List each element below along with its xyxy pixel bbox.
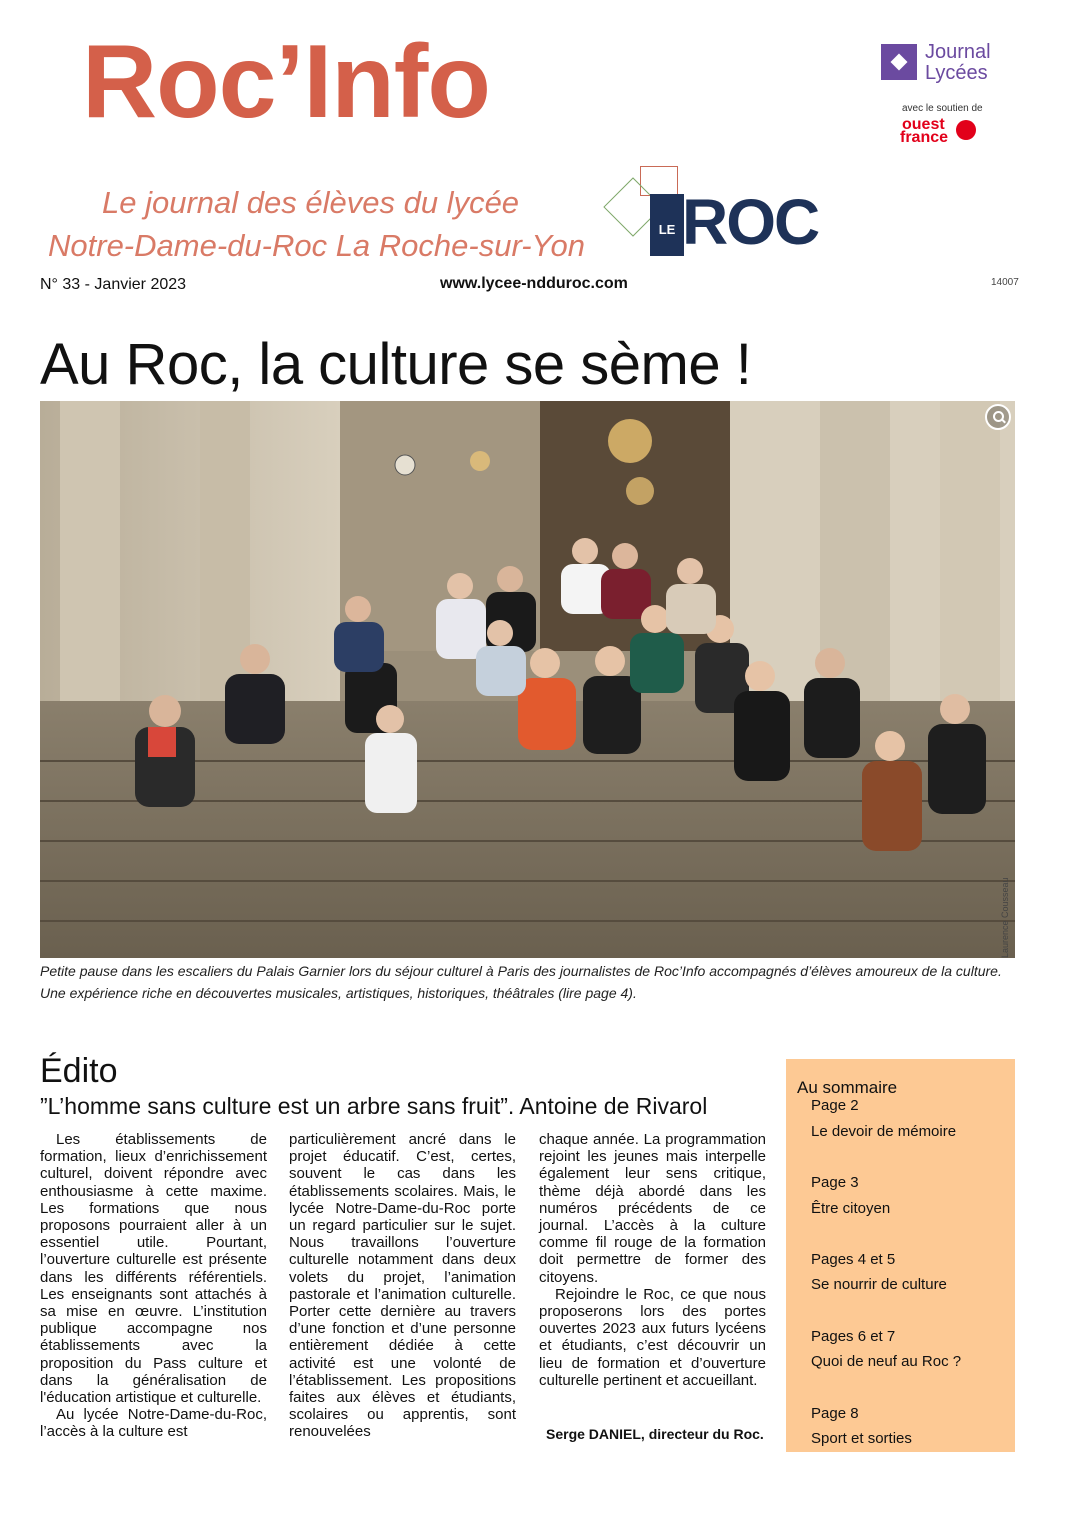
sommaire-item-sport-et-sorties[interactable]: Sport et sorties	[811, 1430, 912, 1447]
sommaire-page: Pages 4 et 5	[811, 1251, 896, 1268]
sommaire-item-devoir-de-memoire[interactable]: Le devoir de mémoire	[811, 1123, 957, 1140]
edito-paragraph: Rejoindre le Roc, ce que nous proposerons lors des portes ouvertes 2023 aux futurs lycéens et étudiants, c’est découvrir un lieu de formation et d’ouverture culturelle pertinent et accueillant.	[539, 1285, 766, 1389]
photo-credit: Laurence Cousseau	[1000, 877, 1010, 958]
edito-signature: Serge DANIEL, directeur du Roc.	[546, 1426, 764, 1442]
issue-code: 14007	[991, 277, 1019, 288]
sponsor-line2: france	[900, 129, 949, 146]
edito-paragraph: chaque année. La programmation rejoint les jeunes mais interpelle également leur sens critique, thème déjà abordé dans les numéros précédents de ce journal. L’accès à la culture comme fil rouge de la formation doit permettre de former des citoyens.	[539, 1131, 766, 1286]
group-photo-illustration	[40, 401, 1015, 958]
website-link[interactable]: www.lycee-ndduroc.com	[440, 275, 628, 292]
sommaire-box	[786, 1059, 1015, 1452]
sommaire-page: Page 2	[811, 1097, 859, 1114]
edito-quote: ”L’homme sans culture est un arbre sans fruit”. Antoine de Rivarol	[40, 1093, 708, 1119]
edito-paragraph: particulièrement ancré dans le projet éducatif. C’est, certes, souvent le cas dans les établissements scolaires. Mais, le lycée Notre-Dame-du-Roc porte un regard particulier sur le sujet. Nous travaillons l’ouverture culturelle notamment dans deux volets du projet, l’animation pastorale et l’animation culturelle. Porter cette dernière au travers d’une fonction et d’une personne entièrement dédiée à cette activité est une volonté de l’établissement. Les propositions faites aux élèves et étudiants, scolaires ou apprentis, sont renouvelées	[289, 1131, 516, 1441]
logo-roc-text: ROC	[682, 186, 819, 258]
masthead-title: Roc’Info	[82, 24, 490, 140]
partner-line2: Lycées	[925, 62, 988, 84]
sommaire-page: Page 8	[811, 1405, 859, 1422]
ouest-france-dot-icon	[956, 120, 976, 140]
journal-des-lycees-logo	[881, 42, 1011, 87]
le-roc-logo	[606, 164, 819, 264]
partner-line1: Journal	[925, 41, 991, 63]
group-photo	[40, 401, 1015, 958]
logo-le-text: LE	[658, 222, 676, 237]
sponsor-line1: ouest	[902, 116, 945, 133]
edito-paragraph: Les établissements de formation, lieux d’enrichissement culturel, doivent répondre avec enthousiasme à cette maxime. Les formations que nous proposons pourraient aller à un essentiel utile. Pourtant, l’ouverture culturelle est présente dans les différents référentiels. Les enseignants sont attachés à sa mise en œuvre. L’institution publique accompagne nos établissements avec la proposition du Pass culture et dans la généralisation de l'éducation artistique et culturelle.	[40, 1131, 267, 1407]
edito-column-1	[40, 1131, 267, 1441]
support-text: avec le soutien de	[902, 103, 983, 114]
masthead-subtitle-line1: Le journal des élèves du lycée	[102, 185, 520, 220]
sommaire-page: Page 3	[811, 1174, 859, 1191]
sommaire-item-quoi-de-neuf[interactable]: Quoi de neuf au Roc ?	[811, 1353, 962, 1370]
journal-des-lycees-icon	[881, 44, 917, 80]
headline: Au Roc, la culture se sème !	[40, 332, 752, 397]
zoom-icon[interactable]	[985, 404, 1011, 430]
photo-caption: Petite pause dans les escaliers du Palais Garnier lors du séjour culturel à Paris des journalistes de Roc’Info accompagnés d’élèves amoureux de la culture. Une expérience riche en découvertes musicales, artistiques, historiques, théâtrales (lire page 4).	[40, 963, 1002, 1002]
edito-paragraph: Au lycée Notre-Dame-du-Roc, l’accès à la culture est	[40, 1406, 267, 1441]
sommaire-title: Au sommaire	[797, 1078, 898, 1097]
edito-column-2	[289, 1131, 516, 1441]
sommaire-item-etre-citoyen[interactable]: Être citoyen	[811, 1200, 891, 1217]
edito-title: Édito	[40, 1052, 118, 1090]
sommaire-item-se-nourrir-de-culture[interactable]: Se nourrir de culture	[811, 1276, 947, 1293]
issue-number-date: N° 33 - Janvier 2023	[40, 276, 187, 293]
sommaire-page: Pages 6 et 7	[811, 1328, 896, 1345]
masthead-subtitle-line2: Notre-Dame-du-Roc La Roche-sur-Yon	[48, 228, 585, 263]
ouest-france-logo	[900, 117, 980, 147]
edito-column-3	[539, 1131, 766, 1389]
